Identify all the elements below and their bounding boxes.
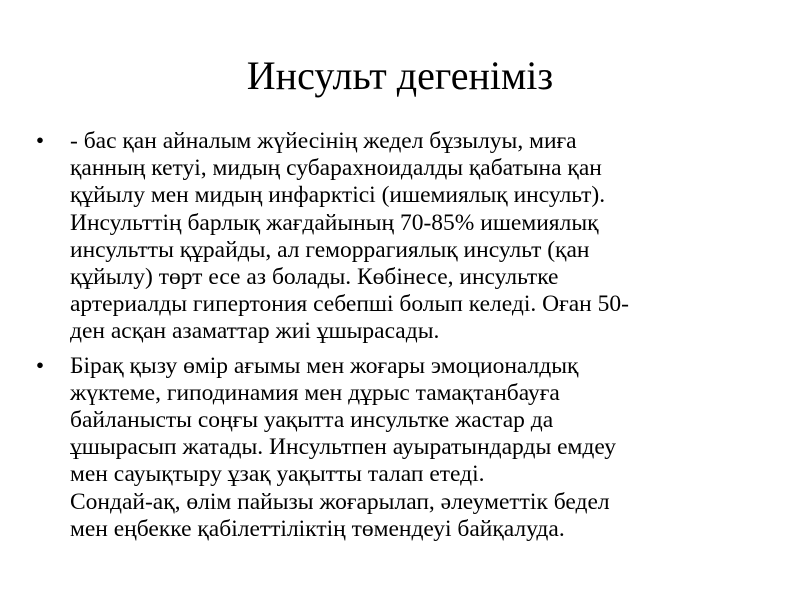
bullet-1-line-5: инсультты құрайды, ал геморрагиялық инсульт (қан <box>70 236 590 263</box>
bullet-2-line-6: Сондай-ақ, өлім пайызы жоғарылап, әлеуметтік бедел <box>70 488 610 515</box>
slide-title: Инсульт дегеніміз <box>246 53 554 98</box>
bullet-1-line-1: - бас қан айналым жүйесінің жедел бұзылуы, миға <box>70 128 577 154</box>
bullet-1-line-7: артериалды гипертония себепші болып келеді. Оған 50- <box>70 291 629 318</box>
bullet-2-line-7: мен еңбекке қабілеттіліктің төмендеуі байқалуда. <box>70 515 565 542</box>
bullet-2-line-2: жүктеме, гиподинамия мен дұрыс тамақтанбауға <box>70 379 560 406</box>
bullet-2-line-1: Бірақ қызу өмір ағымы мен жоғары эмоционалдық <box>70 352 579 379</box>
bullet-1-line-3: құйылу мен мидың инфарктісі (ишемиялық инсульт). <box>70 182 606 209</box>
bullet-dot-icon: • <box>35 352 45 379</box>
bullet-2-line-5: мен сауықтыру ұзақ уақытты талап етеді. <box>70 461 485 488</box>
bullet-1-line-4: Инсульттің барлық жағдайының 70-85% ишемиялық <box>70 209 599 236</box>
bullet-item-2 <box>30 353 790 543</box>
bullet-1-line-8: ден асқан азаматтар жиі ұшырасады. <box>70 318 440 345</box>
bullet-1-line-6: құйылу) төрт есе аз болады. Көбінесе, инсультке <box>70 264 559 291</box>
bullet-2-line-4: ұшырасып жатады. Инсультпен ауыратындарды емдеу <box>70 434 616 461</box>
bullet-1-line-2: қанның кетуі, мидың субарахноидалды қабатына қан <box>70 155 602 182</box>
bullet-dot-icon: • <box>35 128 45 154</box>
bullet-2-line-3: байланысты соңғы уақытта инсультке жастар да <box>70 407 554 434</box>
bullet-list <box>30 128 790 550</box>
bullet-item-1 <box>30 128 790 346</box>
